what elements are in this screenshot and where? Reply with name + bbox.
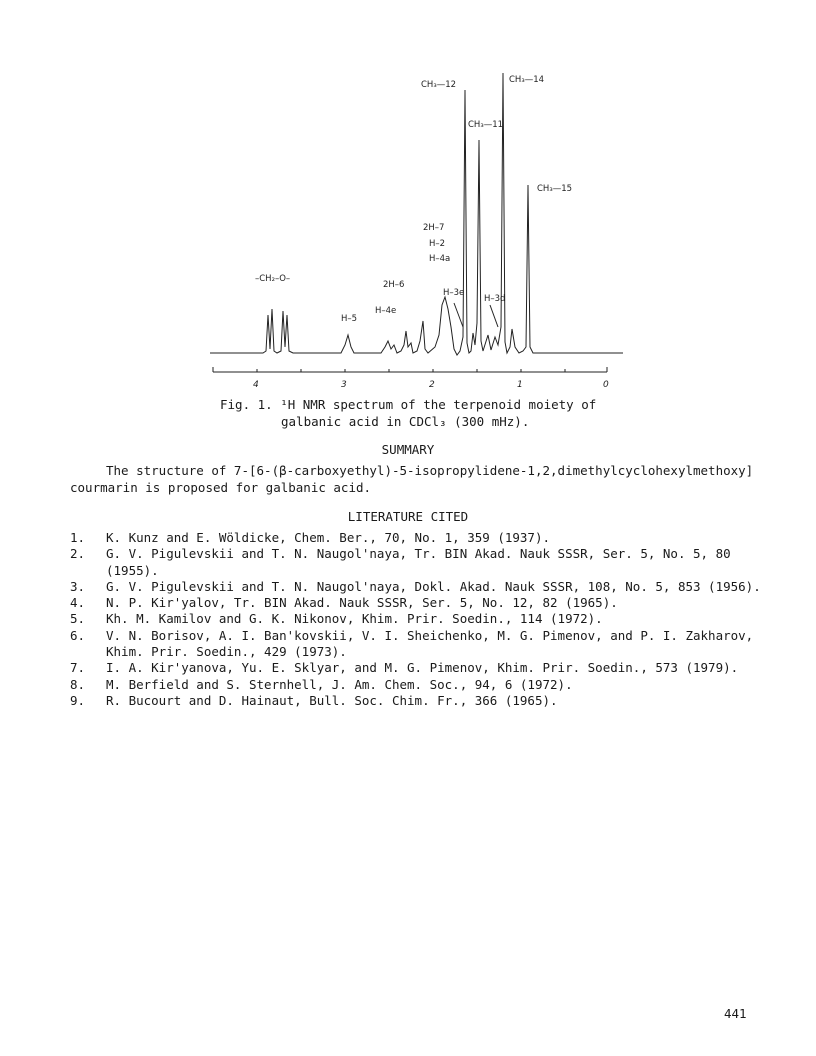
axis-tick-1: 1 — [517, 380, 523, 390]
reference-list — [70, 530, 770, 709]
label-ch3-14: CH₃—14 — [509, 75, 545, 85]
axis-tick-2: 2 — [429, 380, 435, 390]
figure-caption — [220, 396, 640, 430]
reference-item — [70, 693, 770, 709]
summary-line-1: The structure of 7-[6-(β-carboxyethyl)-5-isopropylidene-1,2,dimethylcyclohexylmethoxy] — [106, 463, 754, 478]
summary-line-2: courmarin is proposed for galbanic acid. — [70, 480, 372, 495]
reference-item — [70, 530, 770, 546]
caption-line-1: Fig. 1. ¹H NMR spectrum of the terpenoid moiety of — [220, 397, 597, 412]
reference-number: 8. — [70, 676, 86, 692]
reference-number: 9. — [70, 692, 86, 708]
label-h-5: H–5 — [341, 314, 358, 324]
label-h-2: H–2 — [429, 239, 446, 249]
axis-tick-4: 4 — [253, 380, 259, 390]
reference-number: 1. — [70, 530, 86, 545]
reference-text: N. P. Kir'yalov, Tr. BIN Akad. Nauk SSSR, Ser. 5, No. 12, 82 (1965). — [106, 595, 618, 611]
axis-tick-3: 3 — [341, 380, 347, 390]
reference-number: 7. — [70, 660, 86, 676]
reference-item — [70, 660, 770, 676]
label-h-4e: H–4e — [375, 306, 397, 316]
caption-line-2: galbanic acid in CDCl₃ (300 mHz). — [281, 414, 530, 429]
summary-paragraph — [70, 462, 770, 496]
reference-item — [70, 546, 770, 579]
label-h-3e: H–3e — [443, 288, 465, 298]
reference-item — [70, 579, 770, 595]
reference-number: 2. — [70, 546, 86, 562]
label-ch2-o: –CH₂–O– — [255, 274, 291, 284]
axis-tick-0: 0 — [603, 380, 609, 390]
reference-text: M. Berfield and S. Sternhell, J. Am. Chem. Soc., 94, 6 (1972). — [106, 676, 573, 692]
reference-text: V. N. Borisov, A. I. Ban'kovskii, V. I. Sheichenko, M. G. Pimenov, and P. I. Zakharov, Khim. Prir. Soedin., 429 (1973). — [106, 627, 754, 660]
reference-item — [70, 677, 770, 693]
reference-number: 6. — [70, 627, 86, 643]
summary-heading: SUMMARY — [381, 442, 435, 457]
label-2h-7: 2H–7 — [423, 223, 445, 233]
reference-number: 4. — [70, 595, 86, 611]
reference-text: G. V. Pigulevskii and T. N. Naugol'naya, Dokl. Akad. Nauk SSSR, 108, No. 5, 853 (1956). — [106, 578, 761, 594]
reference-item — [70, 611, 770, 627]
reference-item — [70, 628, 770, 661]
reference-number: 5. — [70, 611, 86, 627]
label-ch3-12: CH₃—12 — [421, 80, 457, 90]
page-number: 441 — [724, 1006, 747, 1021]
label-h-3d: H–3d — [484, 294, 506, 304]
reference-number: 3. — [70, 578, 86, 594]
label-2h-6: 2H–6 — [383, 280, 405, 290]
reference-text: G. V. Pigulevskii and T. N. Naugol'naya, Tr. BIN Akad. Nauk SSSR, Ser. 5, No. 5, 80 (1955). — [106, 546, 731, 578]
reference-text: K. Kunz and E. Wöldicke, Chem. Ber., 70, No. 1, 359 (1937). — [106, 530, 551, 545]
nmr-spectrum-figure — [205, 65, 625, 395]
label-ch3-11: CH₃—11 — [468, 120, 504, 130]
reference-item — [70, 595, 770, 611]
spectrum-trace — [210, 73, 623, 355]
reference-text: R. Bucourt and D. Hainaut, Bull. Soc. Chim. Fr., 366 (1965). — [106, 692, 558, 708]
label-ch3-15: CH₃—15 — [537, 184, 573, 194]
reference-text: I. A. Kir'yanova, Yu. E. Sklyar, and M. G. Pimenov, Khim. Prir. Soedin., 573 (1979). — [106, 660, 739, 676]
literature-heading: LITERATURE CITED — [347, 509, 469, 524]
reference-text: Kh. M. Kamilov and G. K. Nikonov, Khim. Prir. Soedin., 114 (1972). — [106, 611, 603, 627]
label-h-4a: H–4a — [429, 254, 451, 264]
axis-minor-ticks — [213, 367, 607, 372]
